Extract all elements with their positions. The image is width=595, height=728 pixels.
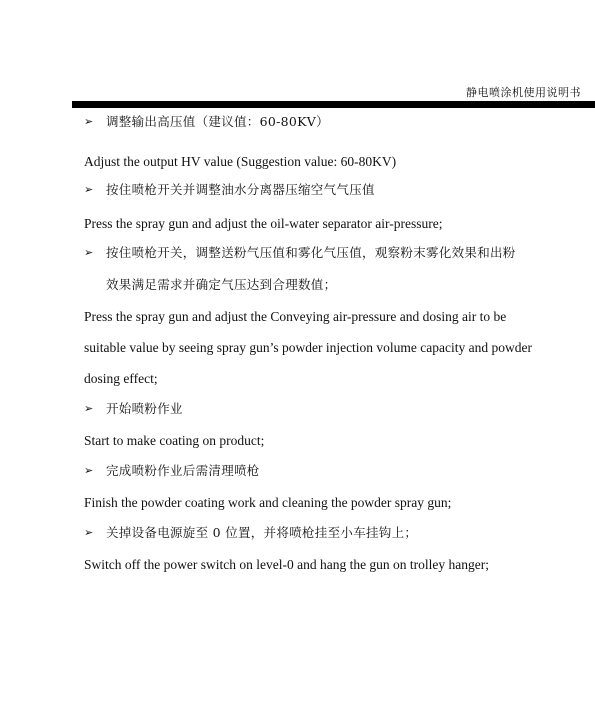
step-bullet — [84, 243, 516, 262]
step-bullet — [84, 399, 183, 418]
step-text-en: Press the spray gun and adjust the Conveying air-pressure and dosing air to be — [84, 309, 507, 324]
step-text-cn: 开始喷粉作业 — [106, 401, 183, 416]
step-text-en: suitable value by seeing spray gun’s powder injection volume capacity and powder — [84, 340, 532, 355]
step-bullet — [84, 112, 329, 131]
step-text-cn: 关掉设备电源旋至 0 位置，并将喷枪挂至小车挂钩上； — [106, 525, 418, 540]
header-rule — [72, 101, 595, 108]
step-text-cn: 完成喷粉作业后需清理喷枪 — [106, 463, 260, 478]
arrow-bullet-icon: ➢ — [84, 464, 94, 477]
step-text-cn: 按住喷枪开关并调整油水分离器压缩空气气压值 — [106, 182, 375, 197]
arrow-bullet-icon: ➢ — [84, 246, 94, 259]
step-bullet — [84, 523, 417, 542]
step-text-en: Press the spray gun and adjust the oil-water separator air-pressure; — [84, 216, 443, 231]
step-bullet — [84, 461, 260, 480]
step-bullet — [84, 180, 375, 199]
step-text-en: Switch off the power switch on level-0 and hang the gun on trolley hanger; — [84, 557, 490, 572]
step-text-en: dosing effect; — [84, 371, 158, 386]
step-text-cn-continuation: 效果满足需求并确定气压达到合理数值； — [106, 277, 337, 292]
step-text-en: Finish the powder coating work and cleaning the powder spray gun; — [84, 495, 452, 510]
arrow-bullet-icon: ➢ — [84, 402, 94, 415]
step-text-cn: 按住喷枪开关，调整送粉气压值和雾化气压值，观察粉末雾化效果和出粉 — [106, 245, 516, 260]
step-text-en: Adjust the output HV value (Suggestion value: 60-80KV) — [84, 154, 397, 169]
arrow-bullet-icon: ➢ — [84, 183, 94, 196]
arrow-bullet-icon: ➢ — [84, 115, 94, 128]
step-text-en: Start to make coating on product; — [84, 433, 265, 448]
step-text-cn: 调整输出高压值（建议值：60-80KV） — [106, 114, 329, 129]
arrow-bullet-icon: ➢ — [84, 526, 94, 539]
document-header-title: 静电喷涂机使用说明书 — [466, 86, 581, 99]
